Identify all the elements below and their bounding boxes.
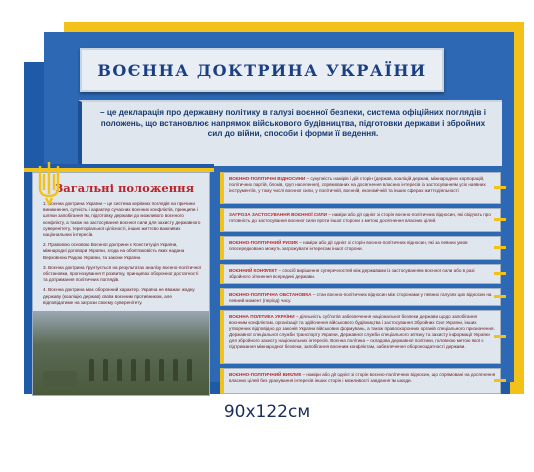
definition-text: – спосіб вирішення суперечностей між державами із застосуванням воєнної сили або в разі збройного зіткнення всередині держави.: [229, 268, 475, 280]
intro-text: – це декларація про державну політику в галузі воєнної безпеки, система офіційних поглядів і положень, що встановлює напрямок військового будівництва, підготовки держави і збройних сил до війни, способи і форми її ведення.: [100, 108, 486, 138]
definition-item: [220, 264, 501, 284]
provision-paragraph: 2. Правовою основою Воєнної доктрини є Конституція України, міжнародні договори України, згода на обов'язковість яких надана Верховною Радою України, та закони України.: [43, 242, 185, 260]
stand-board: [24, 22, 524, 394]
definition-text: – наміри або дії однієї зі сторін воєнно-політичних відносин, що спрямовані на досягнення власних цілей без урахування інтересів інших сторін і можливості завдання їм шкоди.: [229, 372, 496, 384]
definition-term: ВОЄННИЙ КОНФЛІКТ: [229, 268, 278, 273]
general-provisions-list: [43, 201, 201, 310]
provision-paragraph: 3. Воєнна доктрина ґрунтується на результатах аналізу воєнно-політичної обстановки, прогнозування її розвитку, принципах оборонної достатності та дотримання політичних поглядів.: [43, 264, 201, 283]
soldiers-photo: [33, 311, 209, 395]
page-title: ВОЄННА ДОКТРИНА УКРАЇНИ: [97, 60, 427, 80]
soldier-figure: [173, 359, 178, 381]
connector-line: [494, 246, 506, 249]
soldier-figure: [117, 359, 122, 381]
title-box: [80, 48, 444, 92]
soldier-figure: [187, 359, 192, 381]
definition-text: – стан воєнно-політичних відносин між сторонами у певних галузях цих відносин на певний момент (період) часу.: [229, 292, 492, 304]
definition-item: [220, 368, 501, 394]
definition-item: [220, 236, 501, 260]
definition-term: ЗАГРОЗА ЗАСТОСУВАННЯ ВОЄННОЇ СИЛИ: [229, 212, 328, 217]
soldier-figure: [131, 359, 136, 381]
connector-line: [494, 335, 506, 338]
soldier-figure: [159, 359, 164, 381]
definition-item: [220, 172, 501, 204]
general-provisions-heading: Загальні положення: [55, 181, 195, 195]
soldier-figure: [89, 359, 94, 381]
soldier-figure: [103, 359, 108, 381]
soldier-figure: [145, 359, 150, 381]
definition-item: [220, 208, 501, 232]
definition-term: ВОЄННО-ПОЛІТИЧНА ОБСТАНОВКА: [229, 292, 312, 297]
connector-line: [494, 218, 506, 221]
connector-line: [494, 379, 506, 382]
definition-text: – наміри або дії однієї зі сторін воєнно-політичних відносин, які свідчать про готовність до застосування воєнної сили проти іншої сторони з метою досягнення власних цілей.: [229, 212, 491, 224]
definition-term: ВОЄННО-ПОЛІТИЧНІ ВІДНОСИНИ: [229, 176, 306, 181]
armored-vehicle: [43, 371, 77, 387]
definition-term: ВОЄННО-ПОЛІТИЧНИЙ ВИКЛИК: [229, 372, 302, 377]
definition-term: ВОЄННО-ПОЛІТИЧНИЙ РИЗИК: [229, 240, 298, 245]
intro-box: [78, 100, 502, 166]
definition-text: – діяльність суб'єктів забезпечення національної безпеки держави щодо запобігання воєнним конфліктам, організації та здійснення військового будівництва і застосування Збройних Сил України, інших утворених відповідно до законів України військових формувань, а також правоохоронних органів спеціального призначення. Державної спеціальної служби транспорту України, Державної служби спеціального зв'язку та захисту інформації України для збройного захисту національних інтересів. Воєнна політика – складова державної політики, головною метою якої є підтримання міжнародної безпеки, запобігання воєнним конфліктам, забезпечення обороноздатності держави.: [229, 314, 495, 350]
definition-text: – наміри або дії однієї зі сторін воєнно-політичних відносин, які за певних умов опосередковано можуть загрожувати інтересам іншої сторони.: [229, 240, 468, 252]
connector-line: [494, 186, 506, 189]
connector-line: [494, 295, 506, 298]
definition-item: [220, 288, 501, 306]
definition-text: – сукупність намірів і дій сторін (держав, коаліцій держав, міжнародних корпорацій, політичних партій, блоків, груп населення), спрямованих на досягнення власних інтересів із застосуванням усіх наявних інструментів, у тому числі воєнної сили, у політичній, воєнній, економічній та інших сферах життєдіяльності: [229, 176, 486, 194]
provision-paragraph: 1. Воєнна доктрина України – це система керівних поглядів на причини виникнення, сутність і характер сучасних воєнних конфліктів, принципи і шляхи запобігання їм, підготовку держави до можливого воєнного конфлікту, а також на застосування воєнної сили для захисту державного суверенітету, територіальної цілісності, інших життєво важливих національних інтересів.: [43, 201, 201, 238]
provision-paragraph: 4. Воєнна доктрина має оборонний характер. Україна не вважає жодну державу (коаліцію держав) своїм воєнним противником, але відповідатиме на загрози своєму суверенітету.: [43, 287, 195, 305]
size-label: 90х122см: [223, 402, 311, 422]
definition-term: ВОЄННА ПОЛІТИКА УКРАЇНИ: [229, 314, 295, 319]
definition-item: [220, 310, 501, 364]
trident-emblem-icon: [34, 160, 64, 206]
connector-line: [494, 272, 506, 275]
